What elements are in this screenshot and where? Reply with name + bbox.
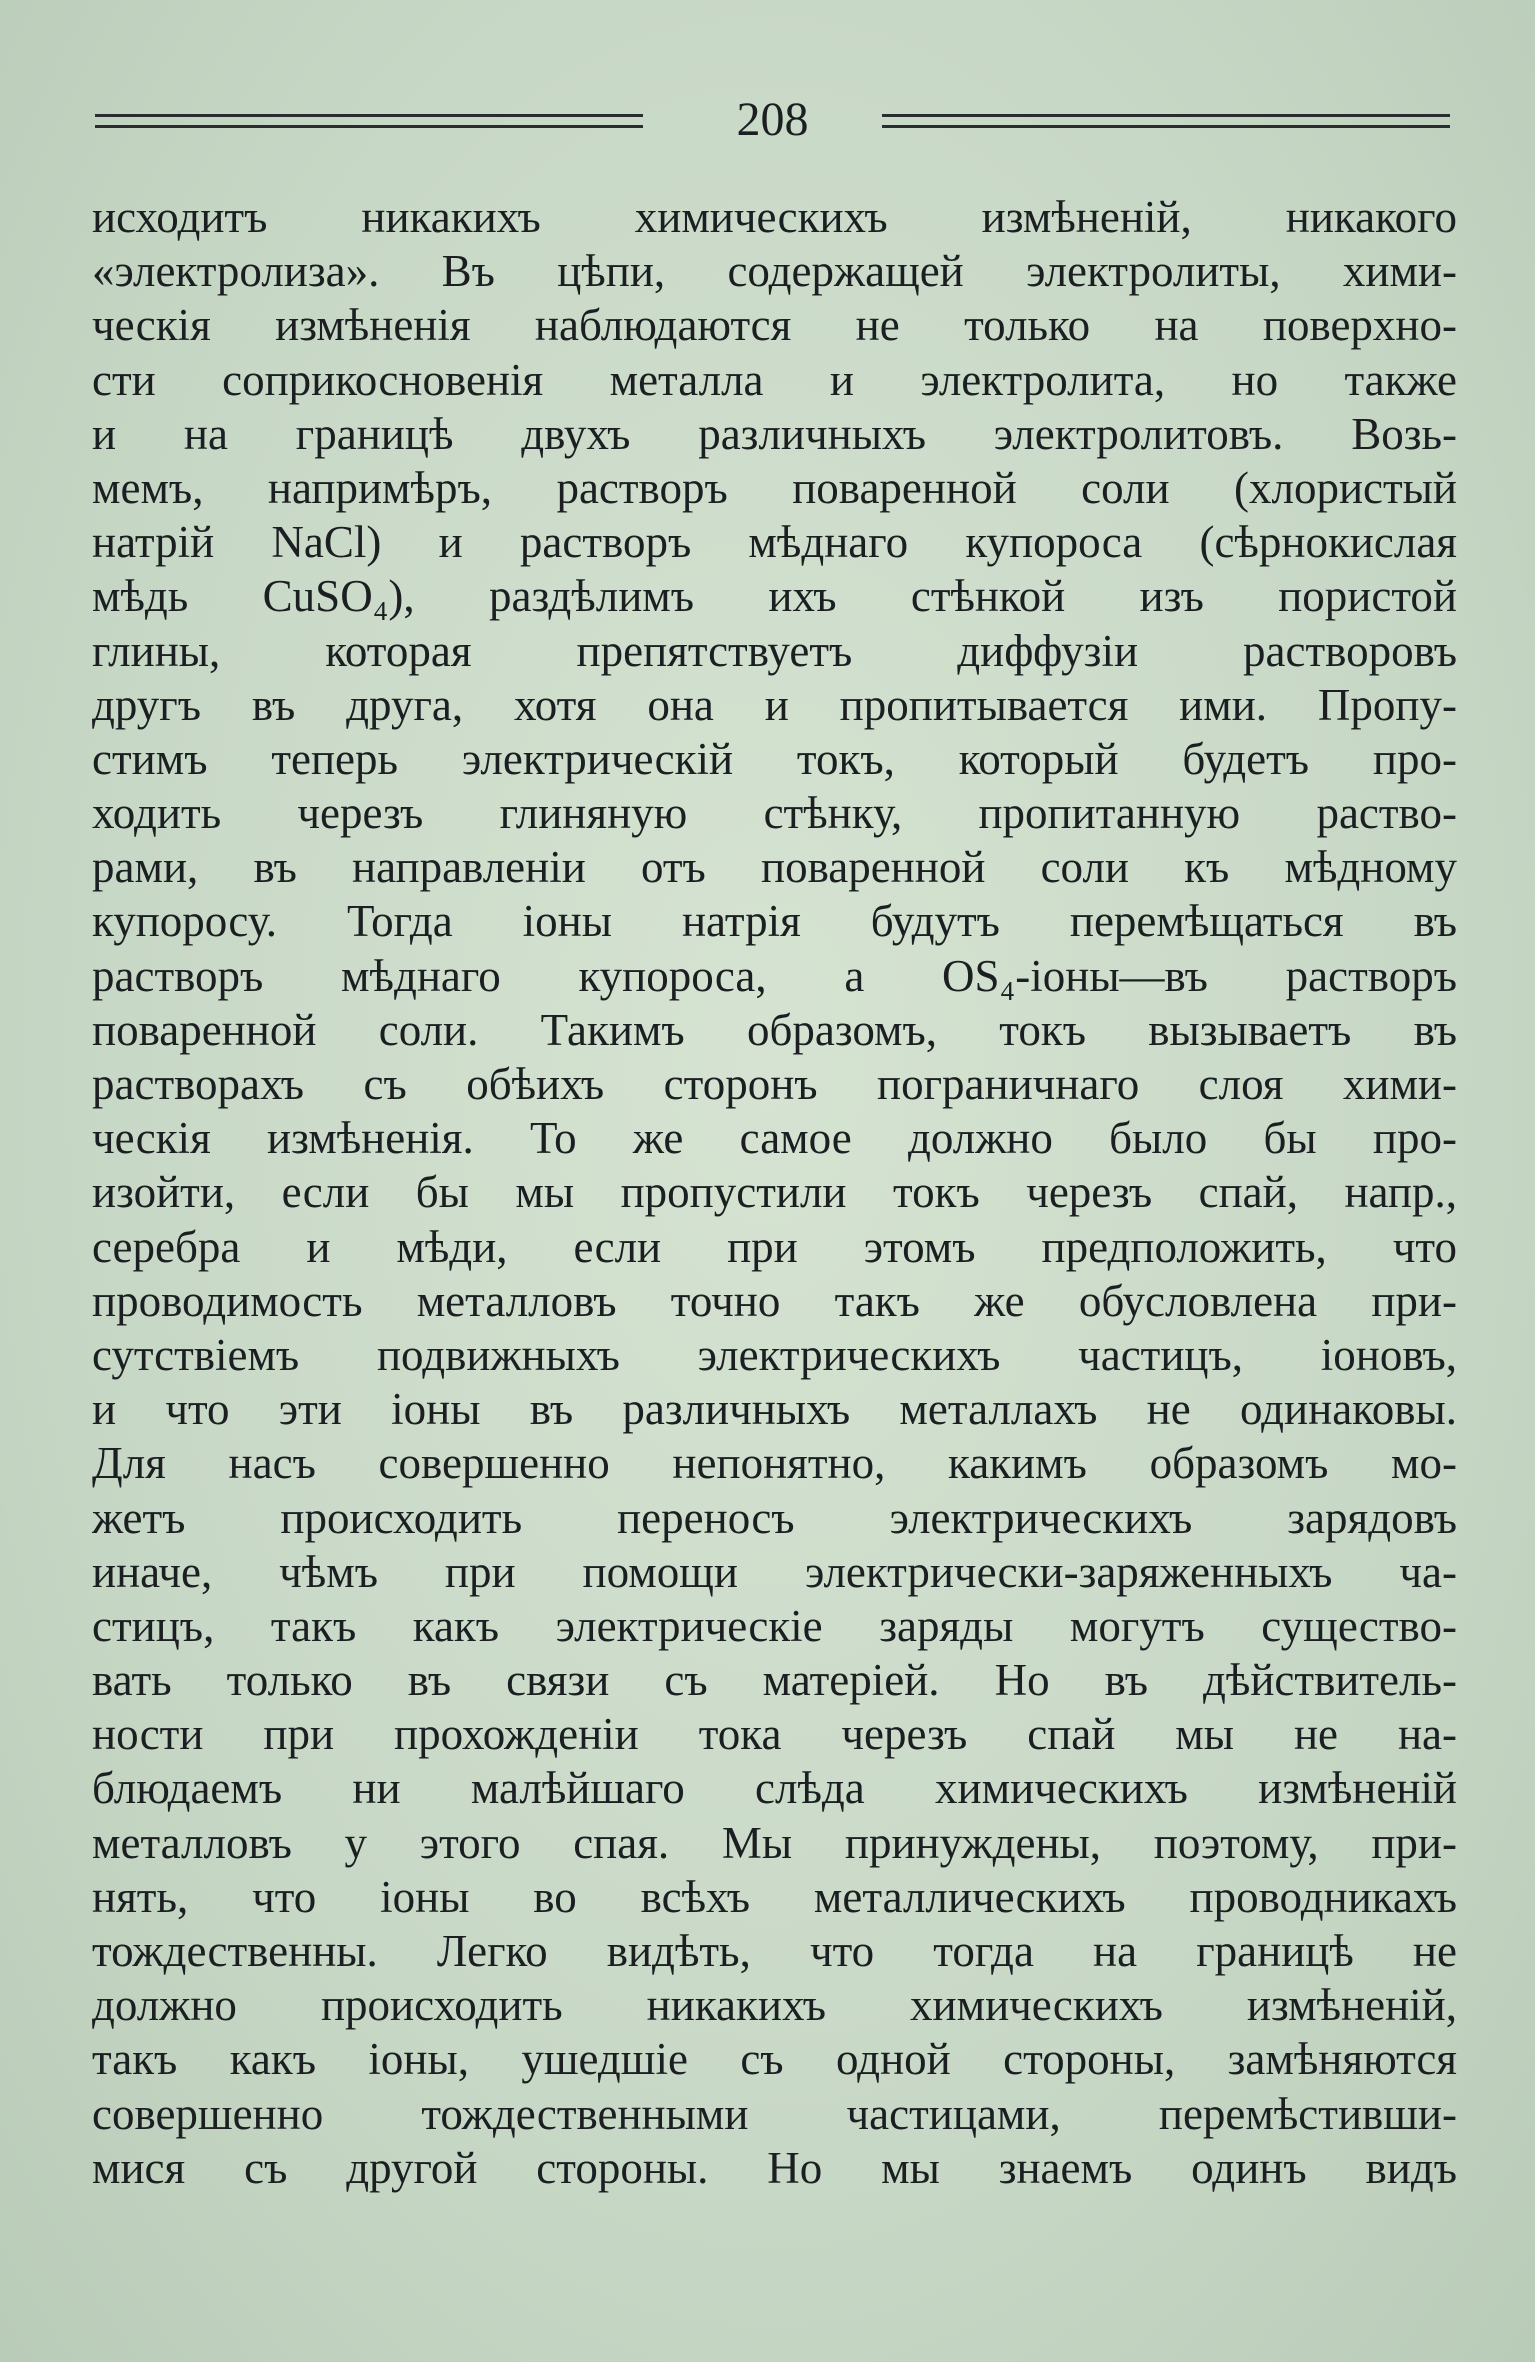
text-line: и на границѣ двухъ различныхъ электролитовъ. Возь- [92, 408, 1457, 459]
text-line: сутствіемъ подвижныхъ электрическихъ частицъ, іоновъ, [92, 1329, 1457, 1380]
text-line: ческія измѣненія. То же самое должно было бы про- [92, 1113, 1457, 1164]
text-line: нять, что іоны во всѣхъ металлическихъ проводникахъ [92, 1871, 1457, 1922]
text-line: сти соприкосновенія металла и электролита, но также [92, 354, 1457, 405]
text-line: Для насъ совершенно непонятно, какимъ образомъ мо- [92, 1438, 1457, 1489]
text-line: глины, которая препятствуетъ диффузіи растворовъ [92, 625, 1457, 676]
text-line: исходитъ никакихъ химическихъ измѣненій, никакого [92, 192, 1457, 242]
text-line: стицъ, такъ какъ электрическіе заряды могутъ существо- [92, 1600, 1457, 1651]
text-line: мися съ другой стороны. Но мы знаемъ одинъ видъ [92, 2142, 1457, 2193]
text-line: ходить черезъ глиняную стѣнку, пропитанную раство- [92, 788, 1457, 839]
page-number: 208 [736, 93, 809, 146]
text-line: ности при прохожденіи тока черезъ спай мы не на- [92, 1709, 1457, 1760]
text-line: растворахъ съ обѣихъ сторонъ пограничнаго слоя хими- [92, 1059, 1457, 1109]
text-line: серебра и мѣди, если при этомъ предположить, что [92, 1221, 1457, 1272]
text-line: ческія измѣненія наблюдаются не только на поверхно- [92, 300, 1457, 351]
text-line: металловъ у этого спая. Мы принуждены, поэтому, при- [92, 1817, 1457, 1868]
text-line: и что эти іоны въ различныхъ металлахъ не одинаковы. [92, 1384, 1457, 1435]
text-line: рами, въ направленіи отъ поваренной соли къ мѣдному [92, 842, 1457, 893]
text-line: купоросу. Тогда іоны натрія будутъ перемѣщаться въ [92, 896, 1457, 947]
text-line: «электролиза». Въ цѣпи, содержащей электролиты, хими- [92, 246, 1457, 297]
text-line: жетъ происходить переносъ электрическихъ зарядовъ [92, 1492, 1457, 1543]
text-line: должно происходить никакихъ химическихъ измѣненій, [92, 1980, 1457, 2031]
text-line: мемъ, напримѣръ, растворъ поваренной соли (хлористый [92, 462, 1457, 513]
text-line: такъ какъ іоны, ушедшіе съ одной стороны, замѣняются [92, 2034, 1457, 2085]
text-line: другъ въ друга, хотя она и пропитывается ими. Пропу- [92, 679, 1457, 730]
text-line: натрій NaCl) и растворъ мѣднаго купороса (сѣрнокислая [92, 517, 1457, 568]
text-line: изойти, если бы мы пропустили токъ черезъ спай, напр., [92, 1167, 1457, 1218]
text-line: совершенно тождественными частицами, перемѣстивши- [92, 2088, 1457, 2139]
body-text [92, 190, 1457, 2195]
text-line: проводимость металловъ точно такъ же обусловлена при- [92, 1275, 1457, 1326]
text-line: стимъ теперь электрическій токъ, который будетъ про- [92, 733, 1457, 784]
text-line: иначе, чѣмъ при помощи электрически-заряженныхъ ча- [92, 1546, 1457, 1597]
header-rule-right [882, 114, 1450, 128]
text-line: тождественны. Легко видѣть, что тогда на границѣ не [92, 1926, 1457, 1976]
text-line: вать только въ связи съ матеріей. Но въ дѣйствитель- [92, 1655, 1457, 1706]
text-line: поваренной соли. Такимъ образомъ, токъ вызываетъ въ [92, 1004, 1457, 1055]
page-header [95, 92, 1450, 152]
text-line: блюдаемъ ни малѣйшаго слѣда химическихъ измѣненій [92, 1763, 1457, 1814]
text-line: растворъ мѣднаго купороса, а OS₄-іоны—въ растворъ [92, 950, 1457, 1001]
text-line: мѣдь CuSO₄), раздѣлимъ ихъ стѣнкой изъ пористой [92, 571, 1457, 622]
